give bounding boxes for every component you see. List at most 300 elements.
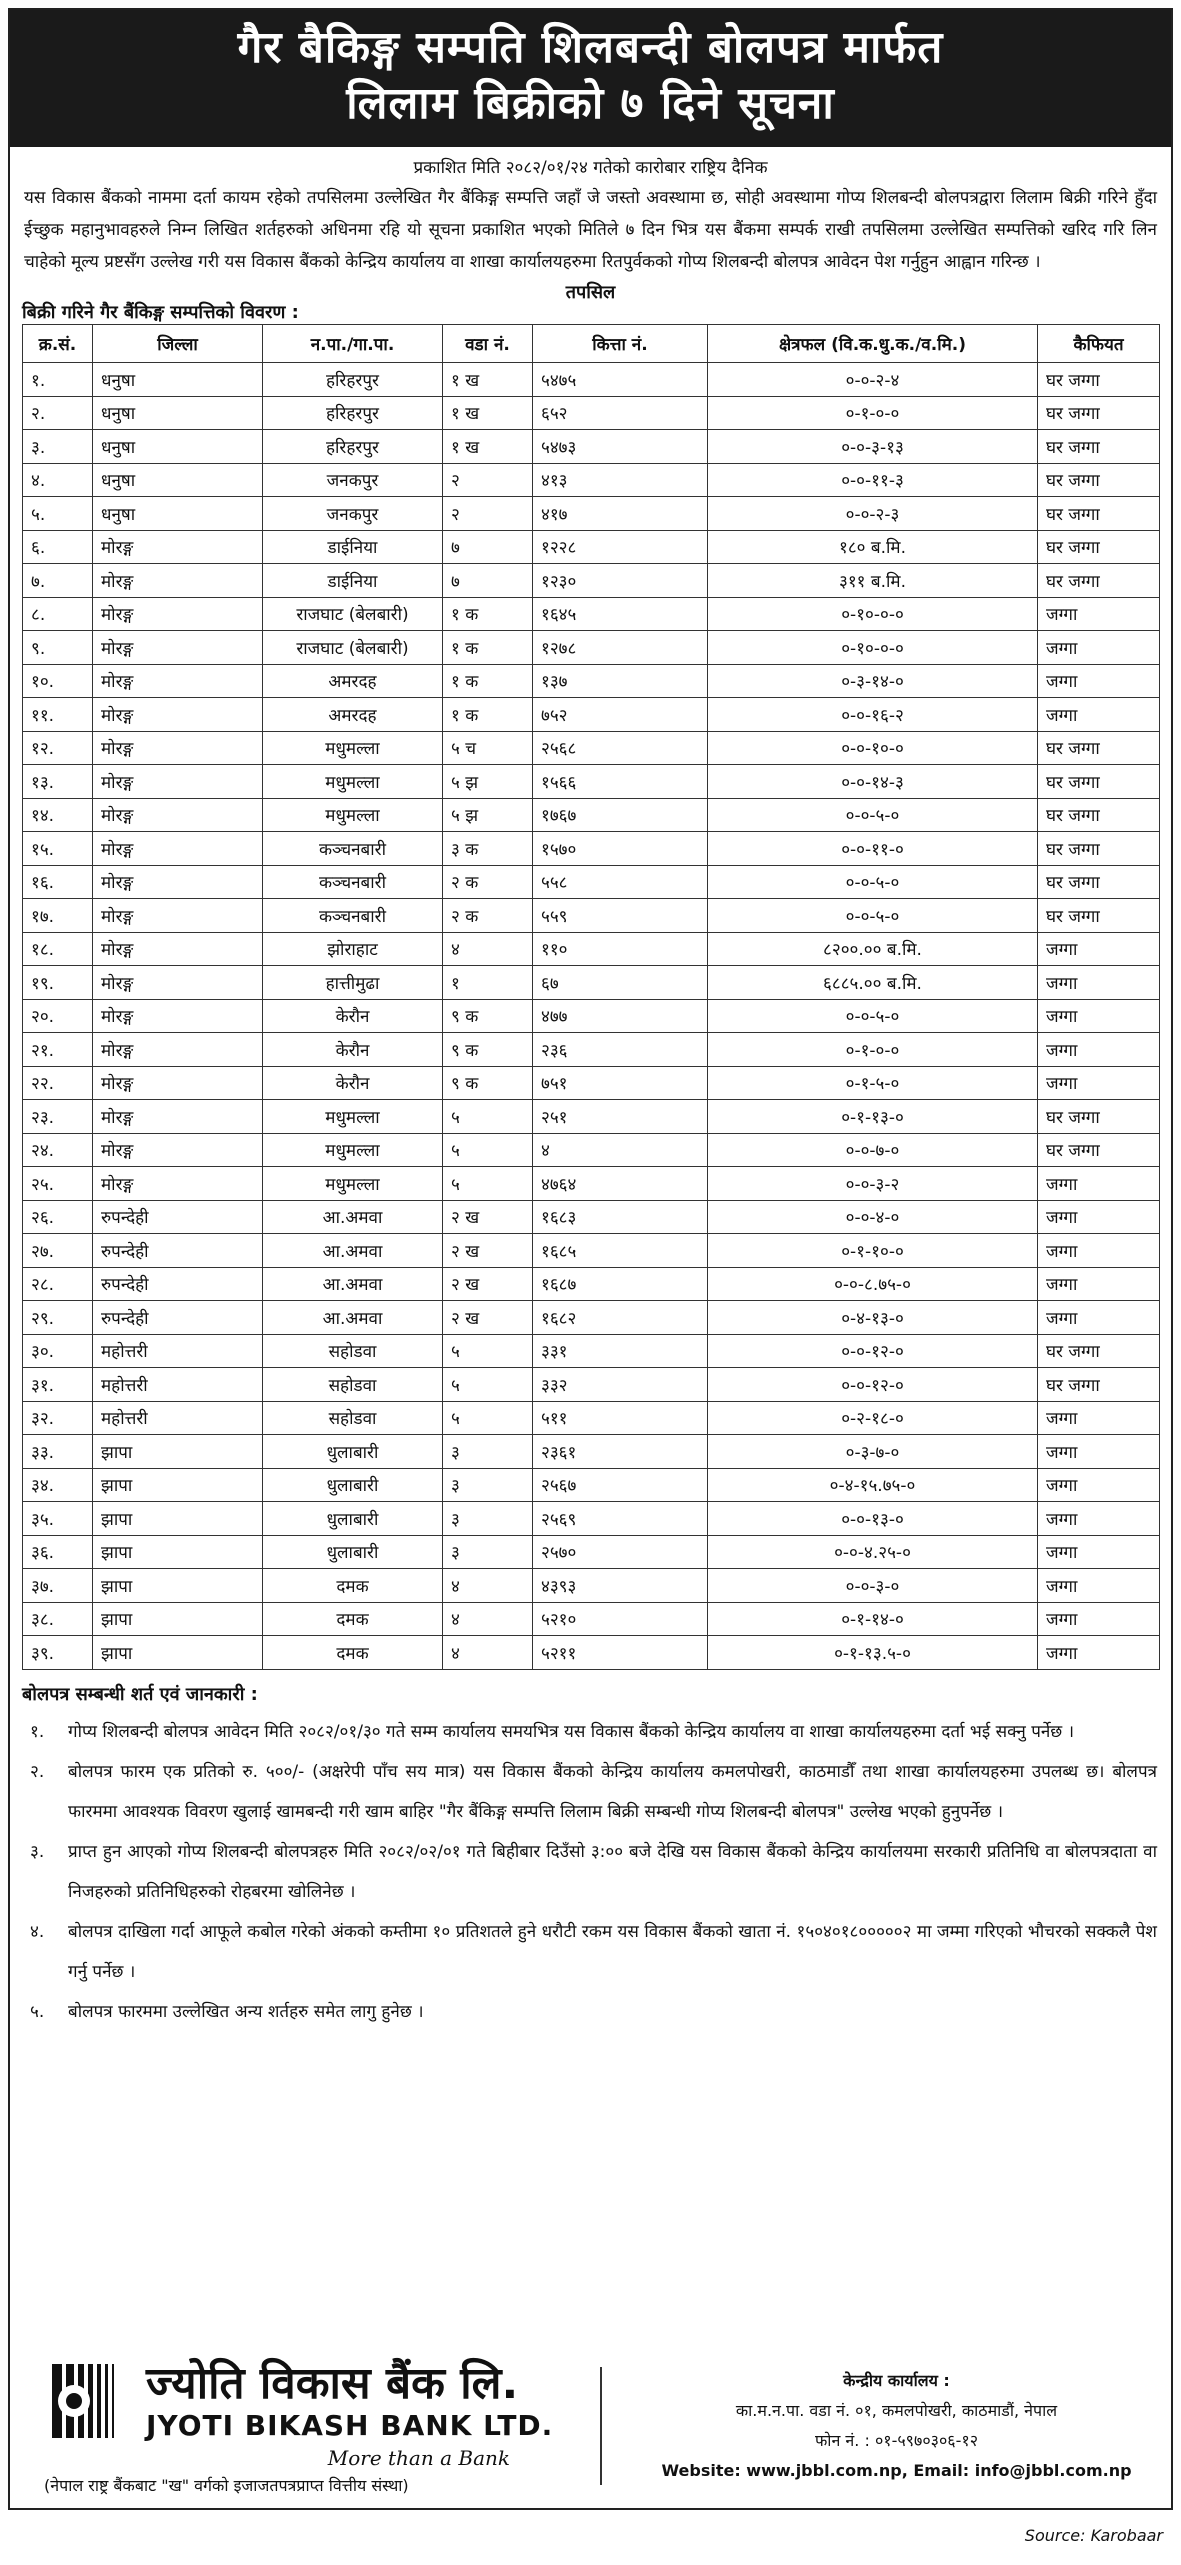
cell-district: मोरङ्ग xyxy=(93,832,263,866)
cell-municipality: धुलाबारी xyxy=(263,1535,443,1569)
cell-district: मोरङ्ग xyxy=(93,564,263,598)
cell-remarks: जग्गा xyxy=(1038,1267,1160,1301)
cell-sn: १८. xyxy=(23,932,93,966)
cell-plot: १६८७ xyxy=(533,1267,708,1301)
table-row xyxy=(23,932,1160,966)
cell-ward: ५ झ xyxy=(443,765,533,799)
term-number: ३. xyxy=(30,1841,45,1862)
footer xyxy=(10,2343,1171,2508)
cell-remarks: जग्गा xyxy=(1038,1401,1160,1435)
cell-area: ०-०-१०-० xyxy=(708,731,1038,765)
table-row xyxy=(23,1167,1160,1201)
cell-municipality: हात्तीमुढा xyxy=(263,966,443,1000)
cell-remarks: घर जग्गा xyxy=(1038,497,1160,531)
cell-ward: ३ xyxy=(443,1468,533,1502)
cell-plot: ६५२ xyxy=(533,396,708,430)
table-row xyxy=(23,1535,1160,1569)
cell-sn: ३२. xyxy=(23,1401,93,1435)
cell-area: ८२००.०० ब.मि. xyxy=(708,932,1038,966)
cell-plot: ५४७५ xyxy=(533,363,708,397)
cell-ward: ५ झ xyxy=(443,798,533,832)
cell-area: ०-०-५-० xyxy=(708,865,1038,899)
cell-area: ०-०-३-२ xyxy=(708,1167,1038,1201)
publication-line: प्रकाशित मिति २०८२/०१/२४ गतेको कारोबार राष्ट्रिय दैनिक xyxy=(413,158,768,178)
cell-municipality: केरौन xyxy=(263,999,443,1033)
cell-plot: १६८३ xyxy=(533,1200,708,1234)
term-item xyxy=(22,1992,1157,2032)
title-line-1: गैर बैकिङ्ग सम्पति शिलबन्दी बोलपत्र मार्फत xyxy=(237,22,944,73)
cell-municipality: अमरदह xyxy=(263,664,443,698)
cell-remarks: जग्गा xyxy=(1038,1033,1160,1067)
cell-area: ०-१०-०-० xyxy=(708,631,1038,665)
cell-remarks: घर जग्गा xyxy=(1038,832,1160,866)
cell-plot: २५७० xyxy=(533,1535,708,1569)
table-row xyxy=(23,899,1160,933)
table-row xyxy=(23,1334,1160,1368)
cell-sn: ३०. xyxy=(23,1334,93,1368)
cell-ward: ९ क xyxy=(443,999,533,1033)
intro-paragraph: यस विकास बैंकको नाममा दर्ता कायम रहेको तपसिलमा उल्लेखित गैर बैंकिङ्ग सम्पत्ति जहाँ जे जस्तो अवस्थामा छ, सोही अवस्थामा गोप्य शिलबन्दी बोलपत्रद्वारा लिलाम बिक्री गरिने हुँदा ईच्छुक महानुभावहरुले निम्न लिखित शर्तहरुको अधिनमा रहि यो सूचना प्रकाशित भएको मितिले ७ दिन भित्र यस बैंकमा सम्पर्क राखी तपसिलमा उल्लेखित सम्पत्तिको खरिद गरि लिन चाहेको मूल्य प्रष्टसँग उल्लेख गरी यस विकास बैंकको केन्द्रिय कार्यालय वा शाखा कार्यालयहरुमा रितपुर्वकको गोप्य शिलबन्दी बोलपत्र आवेदन पेश गर्नुहुन आह्वान गरिन्छ । xyxy=(24,188,1157,272)
notice-page xyxy=(8,8,1173,2510)
bank-name-english: JYOTI BIKASH BANK LTD. xyxy=(146,2408,554,2442)
cell-remarks: जग्गा xyxy=(1038,1502,1160,1536)
cell-area: ०-१-१३.५-० xyxy=(708,1636,1038,1670)
cell-plot: १६८५ xyxy=(533,1234,708,1268)
cell-ward: २ ख xyxy=(443,1200,533,1234)
cell-plot: २५१ xyxy=(533,1100,708,1134)
cell-ward: १ ख xyxy=(443,363,533,397)
terms-heading: बोलपत्र सम्बन्धी शर्त एवं जानकारी : xyxy=(22,1683,258,1705)
cell-sn: १४. xyxy=(23,798,93,832)
cell-sn: २५. xyxy=(23,1167,93,1201)
cell-remarks: जग्गा xyxy=(1038,1301,1160,1335)
cell-sn: ३. xyxy=(23,430,93,464)
cell-area: ०-१-०-० xyxy=(708,396,1038,430)
cell-area: ०-३-७-० xyxy=(708,1435,1038,1469)
cell-plot: १६४५ xyxy=(533,597,708,631)
cell-municipality: कञ्चनबारी xyxy=(263,899,443,933)
cell-remarks: घर जग्गा xyxy=(1038,1133,1160,1167)
table-row xyxy=(23,396,1160,430)
table-row xyxy=(23,765,1160,799)
cell-ward: ५ xyxy=(443,1334,533,1368)
term-text: प्राप्त हुन आएको गोप्य शिलबन्दी बोलपत्रहरु मिति २०८२/०२/०१ गते बिहीबार दिउँसो ३:०० बजे देखि यस विकास बैंकको केन्द्रिय कार्यालयमा सरकारी प्रतिनिधि वा बोलपत्रदाता वा निजहरुको प्रतिनिधिहरुको रोहबरमा खोलिनेछ । xyxy=(68,1841,1157,1902)
cell-plot: ५२११ xyxy=(533,1636,708,1670)
cell-plot: १५७० xyxy=(533,832,708,866)
table-row xyxy=(23,1200,1160,1234)
cell-plot: ४७६४ xyxy=(533,1167,708,1201)
cell-plot: ५५८ xyxy=(533,865,708,899)
cell-remarks: जग्गा xyxy=(1038,597,1160,631)
cell-sn: २९. xyxy=(23,1301,93,1335)
bank-logo-block xyxy=(10,2356,570,2496)
cell-municipality: राजघाट (बेलबारी) xyxy=(263,597,443,631)
col-header-municipality: न.पा./गा.पा. xyxy=(263,325,443,363)
term-item xyxy=(22,1752,1157,1832)
cell-remarks: घर जग्गा xyxy=(1038,865,1160,899)
cell-plot: ७५१ xyxy=(533,1066,708,1100)
table-row xyxy=(23,1569,1160,1603)
cell-sn: २८. xyxy=(23,1267,93,1301)
cell-remarks: जग्गा xyxy=(1038,1569,1160,1603)
cell-municipality: केरौन xyxy=(263,1066,443,1100)
cell-plot: २५६७ xyxy=(533,1468,708,1502)
bank-name-nepali: ज्योति विकास बैंक लि. xyxy=(146,2357,519,2409)
cell-plot: ४१७ xyxy=(533,497,708,531)
cell-remarks: घर जग्गा xyxy=(1038,463,1160,497)
cell-district: मोरङ्ग xyxy=(93,1100,263,1134)
cell-area: ०-४-१५.७५-० xyxy=(708,1468,1038,1502)
cell-remarks: जग्गा xyxy=(1038,1066,1160,1100)
cell-area: ०-०-५-० xyxy=(708,798,1038,832)
table-row xyxy=(23,798,1160,832)
table-row xyxy=(23,1636,1160,1670)
cell-district: रुपन्देही xyxy=(93,1234,263,1268)
cell-ward: ५ xyxy=(443,1401,533,1435)
cell-area: ०-०-१२-० xyxy=(708,1334,1038,1368)
col-header-area: क्षेत्रफल (वि.क.धु.क./व.मि.) xyxy=(708,325,1038,363)
cell-sn: २. xyxy=(23,396,93,430)
cell-sn: २७. xyxy=(23,1234,93,1268)
cell-sn: १५. xyxy=(23,832,93,866)
col-header-sn: क्र.सं. xyxy=(23,325,93,363)
cell-district: धनुषा xyxy=(93,463,263,497)
cell-ward: २ क xyxy=(443,865,533,899)
cell-sn: ७. xyxy=(23,564,93,598)
cell-plot: ४३९३ xyxy=(533,1569,708,1603)
table-row xyxy=(23,1066,1160,1100)
table-row xyxy=(23,999,1160,1033)
cell-municipality: हरिहरपुर xyxy=(263,396,443,430)
cell-area: ०-१-५-० xyxy=(708,1066,1038,1100)
terms-list xyxy=(10,1712,1171,2032)
cell-district: महोत्तरी xyxy=(93,1334,263,1368)
table-row xyxy=(23,363,1160,397)
term-text: बोलपत्र फारम एक प्रतिको रु. ५००/- (अक्षरेपी पाँच सय मात्र) यस विकास बैंकको केन्द्रिय कार्यालय कमलपोखरी, काठमाडौँ तथा शाखा कार्यालयहरुमा उपलब्ध छ। बोलपत्र फारममा आवश्यक विवरण खुलाई खामबन्दी गरी खाम बाहिर "गैर बैंकिङ्ग सम्पत्ति लिलाम बिक्री सम्बन्धी गोप्य शिलबन्दी बोलपत्र" उल्लेख भएको हुनुपर्नेछ । xyxy=(68,1761,1157,1822)
cell-sn: १२. xyxy=(23,731,93,765)
cell-area: ०-०-३-० xyxy=(708,1569,1038,1603)
cell-municipality: डाईनिया xyxy=(263,564,443,598)
bank-logo-icon xyxy=(44,2356,134,2446)
cell-district: मोरङ्ग xyxy=(93,798,263,832)
table-row xyxy=(23,430,1160,464)
source-credit: Source: Karobaar xyxy=(1024,2526,1163,2545)
table-row xyxy=(23,1133,1160,1167)
table-row xyxy=(23,1502,1160,1536)
col-header-plot: कित्ता नं. xyxy=(533,325,708,363)
cell-ward: १ ख xyxy=(443,396,533,430)
cell-district: मोरङ्ग xyxy=(93,932,263,966)
cell-sn: १६. xyxy=(23,865,93,899)
cell-district: मोरङ्ग xyxy=(93,1066,263,1100)
cell-area: ०-०-२-४ xyxy=(708,363,1038,397)
cell-municipality: दमक xyxy=(263,1602,443,1636)
cell-municipality: कञ्चनबारी xyxy=(263,865,443,899)
cell-remarks: घर जग्गा xyxy=(1038,1368,1160,1402)
table-row xyxy=(23,1468,1160,1502)
cell-sn: ४. xyxy=(23,463,93,497)
table-row xyxy=(23,832,1160,866)
cell-sn: ८. xyxy=(23,597,93,631)
table-row xyxy=(23,664,1160,698)
cell-district: मोरङ्ग xyxy=(93,530,263,564)
cell-remarks: जग्गा xyxy=(1038,664,1160,698)
office-web-link[interactable]: Website: www.jbbl.com.np, Email: info@jbbl.com.np xyxy=(661,2460,1132,2480)
cell-district: रुपन्देही xyxy=(93,1267,263,1301)
cell-plot: ३३२ xyxy=(533,1368,708,1402)
cell-area: ०-०-१४-३ xyxy=(708,765,1038,799)
cell-sn: ३६. xyxy=(23,1535,93,1569)
cell-remarks: जग्गा xyxy=(1038,1636,1160,1670)
cell-area: ०-३-१४-० xyxy=(708,664,1038,698)
cell-sn: ३९. xyxy=(23,1636,93,1670)
cell-plot: १६८२ xyxy=(533,1301,708,1335)
cell-area: ०-१-१४-० xyxy=(708,1602,1038,1636)
cell-district: झापा xyxy=(93,1569,263,1603)
cell-municipality: सहोडवा xyxy=(263,1334,443,1368)
cell-area: ०-०-१६-२ xyxy=(708,698,1038,732)
cell-plot: ४ xyxy=(533,1133,708,1167)
col-header-remarks: कैफियत xyxy=(1038,325,1160,363)
table-row xyxy=(23,1033,1160,1067)
cell-municipality: डाईनिया xyxy=(263,530,443,564)
cell-ward: ३ क xyxy=(443,832,533,866)
table-row xyxy=(23,966,1160,1000)
cell-ward: २ xyxy=(443,497,533,531)
term-text: गोप्य शिलबन्दी बोलपत्र आवेदन मिति २०८२/०१/३० गते सम्म कार्यालय समयभित्र यस विकास बैंकको केन्द्रिय कार्यालय वा शाखा कार्यालयहरुमा दर्ता भई सक्नु पर्नेछ । xyxy=(68,1721,1075,1742)
table-row xyxy=(23,731,1160,765)
table-row xyxy=(23,1301,1160,1335)
term-number: १. xyxy=(30,1721,45,1742)
table-row xyxy=(23,631,1160,665)
title-banner xyxy=(10,10,1171,147)
table-header-row xyxy=(23,325,1160,363)
cell-area: १८० ब.मि. xyxy=(708,530,1038,564)
cell-sn: ३१. xyxy=(23,1368,93,1402)
cell-district: धनुषा xyxy=(93,363,263,397)
office-address: का.म.न.पा. वडा नं. ०१, कमलपोखरी, काठमाडौं, नेपाल xyxy=(735,2400,1058,2420)
office-block xyxy=(622,2366,1171,2486)
cell-sn: २६. xyxy=(23,1200,93,1234)
cell-ward: १ क xyxy=(443,664,533,698)
cell-remarks: घर जग्गा xyxy=(1038,530,1160,564)
cell-district: मोरङ्ग xyxy=(93,664,263,698)
cell-remarks: जग्गा xyxy=(1038,1167,1160,1201)
cell-sn: २१. xyxy=(23,1033,93,1067)
cell-plot: ५५९ xyxy=(533,899,708,933)
cell-area: ०-०-१३-० xyxy=(708,1502,1038,1536)
cell-municipality: आ.अमवा xyxy=(263,1200,443,1234)
cell-municipality: राजघाट (बेलबारी) xyxy=(263,631,443,665)
cell-remarks: जग्गा xyxy=(1038,999,1160,1033)
cell-remarks: जग्गा xyxy=(1038,1200,1160,1234)
term-number: ४. xyxy=(30,1921,45,1942)
cell-area: ०-०-२-३ xyxy=(708,497,1038,531)
cell-ward: ५ xyxy=(443,1167,533,1201)
cell-municipality: धुलाबारी xyxy=(263,1468,443,1502)
cell-ward: ७ xyxy=(443,564,533,598)
cell-municipality: आ.अमवा xyxy=(263,1234,443,1268)
cell-plot: १२३० xyxy=(533,564,708,598)
cell-ward: २ ख xyxy=(443,1234,533,1268)
cell-municipality: आ.अमवा xyxy=(263,1301,443,1335)
table-body xyxy=(23,363,1160,1670)
term-number: ५. xyxy=(30,2001,45,2022)
cell-area: ०-१-१०-० xyxy=(708,1234,1038,1268)
cell-ward: २ xyxy=(443,463,533,497)
cell-sn: ३७. xyxy=(23,1569,93,1603)
property-table xyxy=(22,324,1160,1670)
cell-district: मोरङ्ग xyxy=(93,1133,263,1167)
cell-ward: ९ क xyxy=(443,1066,533,1100)
cell-plot: १७६७ xyxy=(533,798,708,832)
cell-sn: २०. xyxy=(23,999,93,1033)
table-row xyxy=(23,564,1160,598)
cell-sn: ६. xyxy=(23,530,93,564)
cell-municipality: झोराहाट xyxy=(263,932,443,966)
cell-ward: १ क xyxy=(443,597,533,631)
cell-remarks: जग्गा xyxy=(1038,1535,1160,1569)
cell-ward: १ xyxy=(443,966,533,1000)
cell-district: महोत्तरी xyxy=(93,1401,263,1435)
cell-sn: ३८. xyxy=(23,1602,93,1636)
term-item xyxy=(22,1712,1157,1752)
cell-municipality: मधुमल्ला xyxy=(263,1100,443,1134)
footer-divider xyxy=(600,2367,602,2485)
cell-district: मोरङ्ग xyxy=(93,765,263,799)
cell-ward: २ क xyxy=(443,899,533,933)
cell-municipality: धुलाबारी xyxy=(263,1435,443,1469)
cell-plot: २३६१ xyxy=(533,1435,708,1469)
cell-ward: १ ख xyxy=(443,430,533,464)
cell-ward: ५ च xyxy=(443,731,533,765)
cell-plot: १२२८ xyxy=(533,530,708,564)
cell-plot: ६७ xyxy=(533,966,708,1000)
cell-municipality: दमक xyxy=(263,1569,443,1603)
cell-sn: ३५. xyxy=(23,1502,93,1536)
cell-sn: १३. xyxy=(23,765,93,799)
cell-area: ०-०-४.२५-० xyxy=(708,1535,1038,1569)
cell-ward: ४ xyxy=(443,1569,533,1603)
cell-area: ०-१-१३-० xyxy=(708,1100,1038,1134)
cell-ward: ५ xyxy=(443,1368,533,1402)
cell-municipality: सहोडवा xyxy=(263,1368,443,1402)
cell-municipality: आ.अमवा xyxy=(263,1267,443,1301)
cell-sn: १७. xyxy=(23,899,93,933)
cell-ward: ५ xyxy=(443,1133,533,1167)
cell-municipality: हरिहरपुर xyxy=(263,430,443,464)
cell-municipality: मधुमल्ला xyxy=(263,1167,443,1201)
cell-plot: १२७८ xyxy=(533,631,708,665)
cell-remarks: घर जग्गा xyxy=(1038,765,1160,799)
cell-area: ६८८५.०० ब.मि. xyxy=(708,966,1038,1000)
cell-plot: ३३१ xyxy=(533,1334,708,1368)
cell-plot: ५११ xyxy=(533,1401,708,1435)
cell-municipality: जनकपुर xyxy=(263,497,443,531)
cell-municipality: मधुमल्ला xyxy=(263,1133,443,1167)
cell-remarks: घर जग्गा xyxy=(1038,1100,1160,1134)
cell-district: मोरङ्ग xyxy=(93,731,263,765)
cell-ward: ९ क xyxy=(443,1033,533,1067)
table-heading: बिक्री गरिने गैर बैंकिङ्ग सम्पत्तिको विवरण : xyxy=(22,302,299,323)
cell-sn: २४. xyxy=(23,1133,93,1167)
cell-plot: ४१३ xyxy=(533,463,708,497)
cell-plot: २५६८ xyxy=(533,731,708,765)
cell-remarks: जग्गा xyxy=(1038,1234,1160,1268)
cell-ward: ४ xyxy=(443,1602,533,1636)
cell-municipality: अमरदह xyxy=(263,698,443,732)
cell-plot: ५२१० xyxy=(533,1602,708,1636)
cell-ward: १ क xyxy=(443,698,533,732)
cell-plot: १३७ xyxy=(533,664,708,698)
table-row xyxy=(23,1368,1160,1402)
cell-area: ०-२-१८-० xyxy=(708,1401,1038,1435)
table-row xyxy=(23,1401,1160,1435)
cell-remarks: घर जग्गा xyxy=(1038,430,1160,464)
cell-district: मोरङ्ग xyxy=(93,597,263,631)
cell-district: मोरङ्ग xyxy=(93,999,263,1033)
table-row xyxy=(23,530,1160,564)
cell-area: ०-०-११-० xyxy=(708,832,1038,866)
cell-area: ०-१०-०-० xyxy=(708,597,1038,631)
cell-plot: ४७७ xyxy=(533,999,708,1033)
cell-remarks: घर जग्गा xyxy=(1038,363,1160,397)
cell-municipality: दमक xyxy=(263,1636,443,1670)
cell-district: मोरङ्ग xyxy=(93,698,263,732)
cell-sn: ३४. xyxy=(23,1468,93,1502)
cell-district: मोरङ्ग xyxy=(93,865,263,899)
cell-sn: ११. xyxy=(23,698,93,732)
cell-sn: १९. xyxy=(23,966,93,1000)
office-phone: फोन नं. : ०१-५९७०३०६-१२ xyxy=(814,2430,979,2450)
cell-area: ०-१-०-० xyxy=(708,1033,1038,1067)
cell-sn: १०. xyxy=(23,664,93,698)
cell-plot: ११० xyxy=(533,932,708,966)
cell-municipality: सहोडवा xyxy=(263,1401,443,1435)
cell-sn: ३३. xyxy=(23,1435,93,1469)
cell-plot: २५६९ xyxy=(533,1502,708,1536)
office-heading: केन्द्रीय कार्यालय : xyxy=(843,2370,950,2390)
tapasil-label: तपसिल xyxy=(565,282,616,303)
cell-remarks: जग्गा xyxy=(1038,698,1160,732)
cell-ward: ३ xyxy=(443,1535,533,1569)
cell-municipality: मधुमल्ला xyxy=(263,798,443,832)
license-note: (नेपाल राष्ट्र बैंकबाट "ख" वर्गको इजाजतपत्रप्राप्त वित्तीय संस्था) xyxy=(44,2475,409,2495)
cell-municipality: मधुमल्ला xyxy=(263,731,443,765)
cell-sn: २२. xyxy=(23,1066,93,1100)
cell-district: मोरङ्ग xyxy=(93,1033,263,1067)
cell-district: झापा xyxy=(93,1602,263,1636)
cell-ward: ४ xyxy=(443,932,533,966)
cell-sn: १. xyxy=(23,363,93,397)
cell-ward: १ क xyxy=(443,631,533,665)
cell-remarks: जग्गा xyxy=(1038,932,1160,966)
cell-municipality: हरिहरपुर xyxy=(263,363,443,397)
cell-district: मोरङ्ग xyxy=(93,966,263,1000)
col-header-district: जिल्ला xyxy=(93,325,263,363)
cell-plot: ५४७३ xyxy=(533,430,708,464)
cell-remarks: जग्गा xyxy=(1038,1435,1160,1469)
cell-district: झापा xyxy=(93,1435,263,1469)
table-row xyxy=(23,597,1160,631)
cell-district: महोत्तरी xyxy=(93,1368,263,1402)
cell-district: झापा xyxy=(93,1636,263,1670)
cell-ward: २ ख xyxy=(443,1301,533,1335)
cell-area: ०-०-३-१३ xyxy=(708,430,1038,464)
cell-district: धनुषा xyxy=(93,430,263,464)
table-row xyxy=(23,1100,1160,1134)
cell-ward: ४ xyxy=(443,1636,533,1670)
